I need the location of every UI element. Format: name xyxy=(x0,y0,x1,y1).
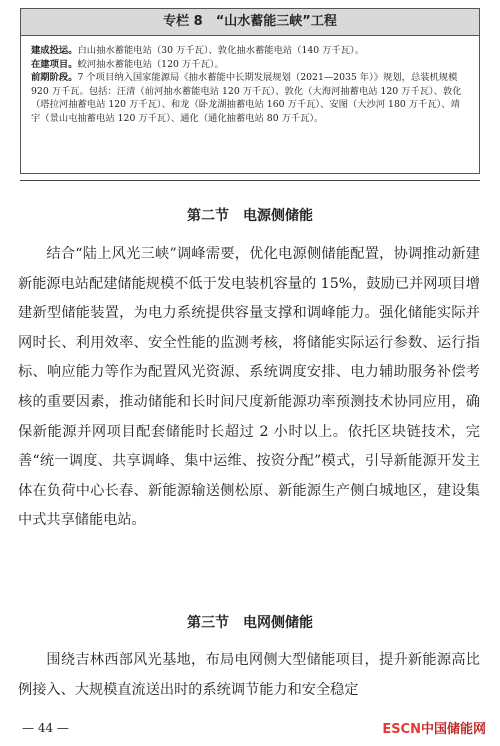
page-number: — 44 — xyxy=(22,721,69,735)
column-item xyxy=(31,44,469,58)
item-lead: 建成投运。 xyxy=(31,45,78,56)
column-title: 专栏 8 “山水蓄能三峡”工程 xyxy=(21,9,479,36)
item-lead: 前期阶段。 xyxy=(31,72,78,83)
item-text: 蛟河抽水蓄能电站（120 万千瓦）。 xyxy=(77,58,224,70)
section-heading: 第二节 电源侧储能 xyxy=(187,208,313,224)
item-text: 7 个项目纳入国家能源局《抽水蓄能中长期发展规划（2021—2035 年）》规划，总装机规模 920 万千瓦。包括：汪清（前河抽水蓄能电站 120 万千瓦）、敦化（大海河抽蓄电站 120 万千瓦）、敦化（塔拉河抽蓄电站 120 万千瓦）、和龙（卧龙湖抽蓄电站 160 万千瓦）、安图（大沙河 180 万千瓦）、靖宇（景山屯抽蓄电站 120 万千瓦）、通化（通化抽蓄电站 80 万千瓦）。 xyxy=(31,72,462,124)
item-lead: 在建项目。 xyxy=(31,58,78,70)
column-item xyxy=(31,58,469,72)
column-body xyxy=(21,36,479,125)
section-paragraph: 结合“陆上风光三峡”调峰需要，优化电源侧储能配置，协调推动新建新能源电站配建储能规模不低于发电装机容量的 15%，鼓励已并网项目增建新型储能装置，为电力系统提供容量支撑和调峰能力。强化储能实际并网时长、利用效率、安全性能的监测考核，将储能实际运行参数、运行指标、响应能力等作为配置风光资源、系统调度安排、电力辅助服务补偿考核的重要因素，推动储能和长时间尺度新能源功率预测技术协同应用，确保新能源并网项目配套储能时长超过 2 小时以上。依托区块链技术，完善“统一调度、共享调峰、集中运维、按资分配”模式，引导新能源开发主体在负荷中心长春、新能源输送侧松原、新能源生产侧白城地区，建设集中式共享储能电站。 xyxy=(18,246,480,529)
section-paragraph: 围绕吉林西部风光基地，布局电网侧大型储能项目，提升新能源高比例接入、大规模直流送出时的系统调节能力和安全稳定 xyxy=(18,652,480,698)
item-text: 白山抽水蓄能电站（30 万千瓦）、敦化抽水蓄能电站（140 万千瓦）。 xyxy=(77,45,364,56)
section-heading: 第三节 电网侧储能 xyxy=(187,615,313,631)
escn-logo: ESCN中国储能网 xyxy=(382,722,486,737)
divider-line xyxy=(20,180,480,181)
column-item xyxy=(31,71,469,125)
column-box xyxy=(20,8,480,174)
